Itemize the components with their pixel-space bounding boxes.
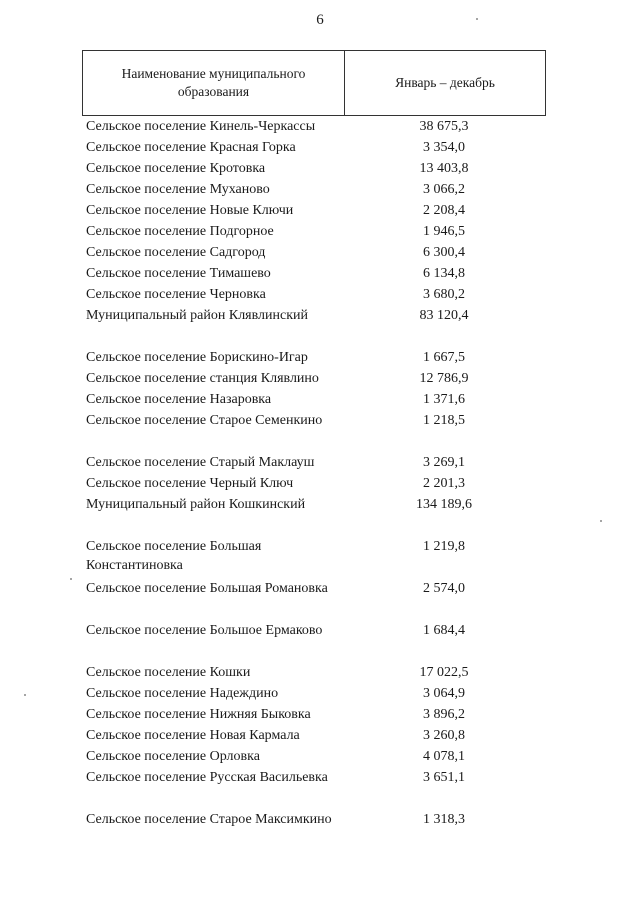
municipality-name: Сельское поселение Старое Максимкино: [86, 811, 332, 827]
municipality-name: Муниципальный район Кошкинский: [86, 496, 306, 512]
table-row: [0, 410, 640, 452]
table-row: [0, 263, 640, 284]
table-row: [0, 767, 640, 809]
table-body: [0, 116, 640, 851]
scan-dot: [600, 520, 602, 522]
municipality-name: Сельское поселение Нижняя Быковка: [86, 706, 311, 722]
table-row: [0, 662, 640, 683]
page-number: 6: [316, 12, 324, 28]
municipality-name: Сельское поселение Кошки: [86, 664, 251, 680]
table-row: [0, 452, 640, 473]
table-row: [0, 158, 640, 179]
municipality-name: Сельское поселение Новые Ключи: [86, 202, 294, 218]
municipality-name: Сельское поселение Кинель-Черкассы: [86, 119, 316, 134]
annual-value: 12 786,9: [419, 370, 469, 386]
column-header-name: Наименование муниципального образования: [83, 51, 345, 115]
municipality-name: Сельское поселение Садгород: [86, 244, 266, 260]
table-row: [0, 620, 640, 662]
annual-value: 3 354,0: [423, 139, 465, 155]
municipality-name: Сельское поселение Старый Маклауш: [86, 454, 315, 470]
municipality-name: Сельское поселение Подгорное: [86, 223, 274, 239]
annual-value: 13 403,8: [419, 160, 469, 176]
annual-value: 134 189,6: [416, 496, 472, 512]
municipality-name: Сельское поселение Новая Кармала: [86, 727, 300, 743]
table-row: [0, 305, 640, 347]
table-row: [0, 347, 640, 368]
municipality-name: Сельское поселение Старое Семенкино: [86, 412, 323, 428]
annual-value: 3 066,2: [423, 181, 465, 197]
annual-value: 38 675,3: [419, 119, 469, 134]
table-row: [0, 578, 640, 620]
municipality-name: Сельское поселение Борискино-Игар: [86, 349, 308, 365]
table-row: [0, 746, 640, 767]
table-row: [0, 389, 640, 410]
municipality-name: Сельское поселение Большое Ермаково: [86, 622, 323, 638]
table-row: [0, 179, 640, 200]
annual-value: 1 218,5: [423, 412, 465, 428]
table-header: [82, 50, 546, 116]
annual-value: 6 300,4: [423, 244, 465, 260]
municipality-name: Сельское поселение Красная Горка: [86, 139, 296, 155]
table-row: [0, 704, 640, 725]
annual-value: 3 651,1: [423, 769, 465, 785]
table-row: [0, 284, 640, 305]
annual-value: 1 946,5: [423, 223, 465, 239]
table-row: [0, 200, 640, 221]
annual-value: 2 208,4: [423, 202, 465, 218]
scan-dot: [70, 578, 72, 580]
municipality-name: Сельское поселение Русская Васильевка: [86, 769, 328, 785]
municipality-name: Сельское поселение Большая Константиновка: [86, 538, 262, 573]
table-row: [0, 368, 640, 389]
annual-value: 2 574,0: [423, 580, 465, 596]
annual-value: 3 269,1: [423, 454, 465, 470]
table-row: [0, 473, 640, 494]
annual-value: 3 064,9: [423, 685, 465, 701]
municipality-name: Сельское поселение станция Клявлино: [86, 370, 319, 386]
annual-value: 6 134,8: [423, 265, 465, 281]
scan-dot: [476, 18, 478, 20]
annual-value: 17 022,5: [419, 664, 469, 680]
table-row: [0, 242, 640, 263]
annual-value: 1 667,5: [423, 349, 465, 365]
table-row: [0, 221, 640, 242]
municipality-name: Сельское поселение Черновка: [86, 286, 266, 302]
municipality-name: Сельское поселение Черный Ключ: [86, 475, 294, 491]
annual-value: 3 260,8: [423, 727, 465, 743]
annual-value: 1 371,6: [423, 391, 465, 407]
municipality-name: Сельское поселение Надеждино: [86, 685, 279, 701]
annual-value: 3 896,2: [423, 706, 465, 722]
annual-value: 83 120,4: [419, 307, 469, 323]
table-row: [0, 725, 640, 746]
table-row: [0, 116, 640, 137]
table-row: [0, 536, 640, 578]
municipality-name: Сельское поселение Орловка: [86, 748, 260, 764]
annual-value: 4 078,1: [423, 748, 465, 764]
annual-value: 1 684,4: [423, 622, 465, 638]
annual-value: 2 201,3: [423, 475, 465, 491]
municipality-name: Сельское поселение Тимашево: [86, 265, 271, 281]
table-row: [0, 494, 640, 536]
table-row: [0, 137, 640, 158]
annual-value: 3 680,2: [423, 286, 465, 302]
municipality-name: Сельское поселение Назаровка: [86, 391, 272, 407]
municipality-name: Муниципальный район Клявлинский: [86, 307, 309, 323]
column-header-period: Январь – декабрь: [395, 75, 495, 90]
municipality-name: Сельское поселение Кротовка: [86, 160, 266, 176]
municipality-name: Сельское поселение Муханово: [86, 181, 270, 197]
annual-value: 1 219,8: [423, 538, 465, 554]
scan-dot: [24, 694, 26, 696]
annual-value: 1 318,3: [423, 811, 465, 827]
table-row: [0, 809, 640, 851]
municipality-name: Сельское поселение Большая Романовка: [86, 580, 328, 596]
table-row: [0, 683, 640, 704]
